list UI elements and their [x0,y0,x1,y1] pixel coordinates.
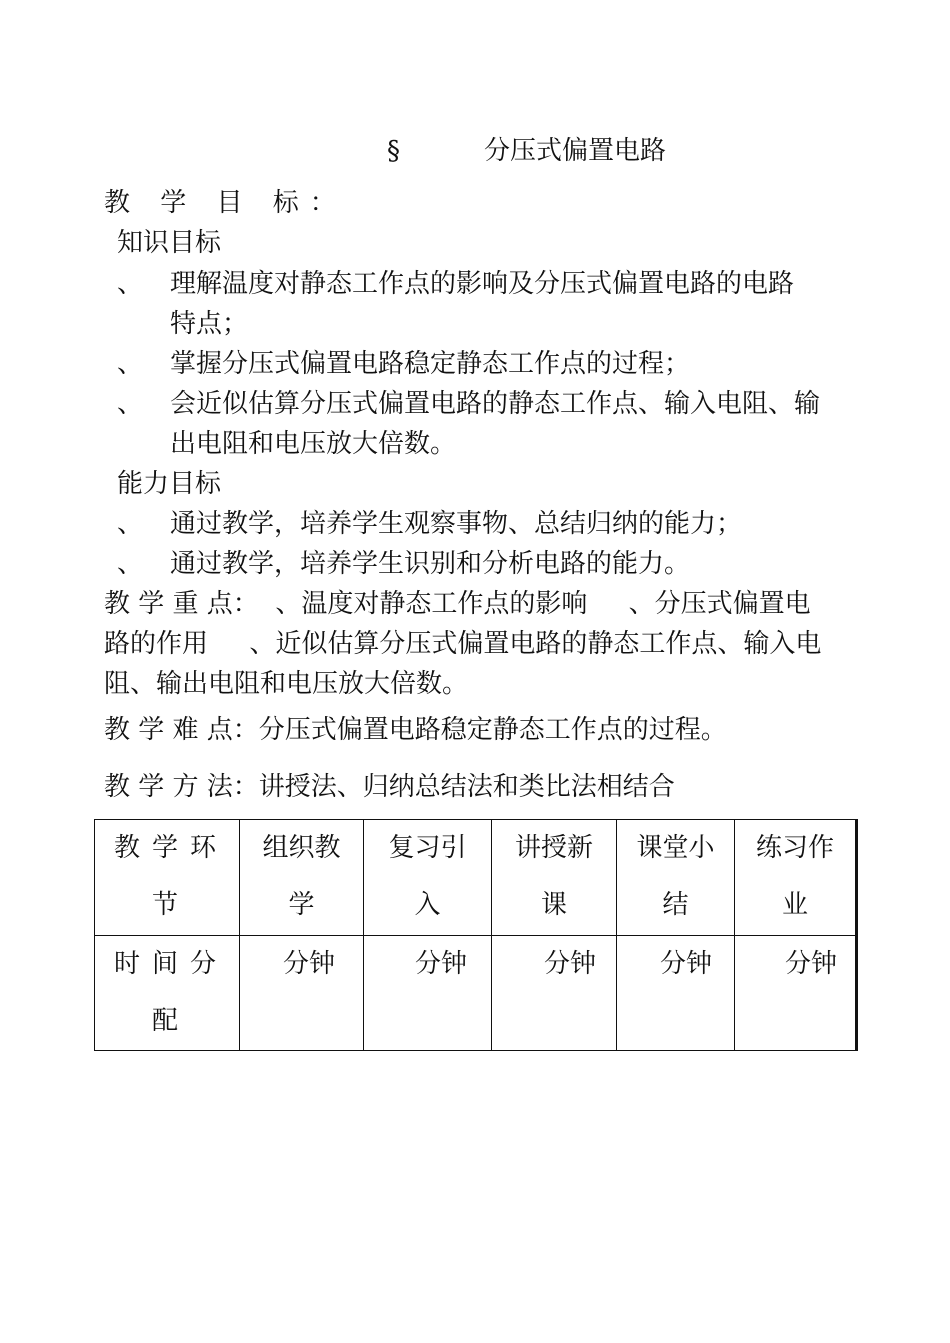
schedule-table [94,819,858,1051]
knowledge-item-3-line2: 出电阻和电压放大倍数。 [170,429,457,459]
ability-bullet-1: 、 [117,509,144,539]
ability-bullet-2: 、 [117,549,144,579]
header-review-line2: 入 [414,890,441,920]
method-line: 教 学 方 法：讲授法、归纳总结法和类比法相结合 [104,772,675,802]
time-cell-summary: 分钟 [617,936,735,1051]
knowledge-item-3-line1: 会近似估算分压式偏置电路的静态工作点、输入电阻、输 [170,389,821,419]
key-points-line2: 路的作用 、近似估算分压式偏置电路的静态工作点、输入电 [104,629,822,659]
key-points-line1: 教 学 重 点： 、温度对静态工作点的影响 、分压式偏置电 [104,589,811,619]
knowledge-bullet-3: 、 [117,389,144,419]
header-summary-line2: 结 [662,890,689,920]
header-new-lesson-line1: 讲授新 [514,833,593,863]
time-cell-homework: 分钟 [735,936,857,1051]
header-cell-homework [735,820,857,936]
header-cell-new-lesson [492,820,617,936]
section-mark: § [387,136,400,166]
header-cell-summary [617,820,735,936]
time-cell-organize: 分钟 [240,936,364,1051]
table-time-row [95,936,857,1051]
time-label-line1: 时间分 [113,949,228,979]
header-homework-line2: 业 [781,890,808,920]
time-cell-new-lesson: 分钟 [492,936,617,1051]
knowledge-item-1-line2: 特点； [170,309,249,339]
header-stage-line2: 节 [151,890,190,920]
header-organize-line2: 学 [288,890,315,920]
page-title [387,135,666,167]
header-cell-stage [95,820,240,936]
header-summary-line1: 课堂小 [636,833,715,863]
header-homework-line1: 练习作 [755,833,834,863]
header-cell-review [364,820,492,936]
knowledge-bullet-1: 、 [117,269,144,299]
key-points-line3: 阻、输出电阻和电压放大倍数。 [104,669,469,699]
knowledge-item-2: 掌握分压式偏置电路稳定静态工作点的过程； [170,349,691,379]
objectives-heading: 教 学 目 标： [104,188,347,218]
ability-item-2: 通过教学，培养学生识别和分析电路的能力。 [170,549,691,579]
header-cell-organize [240,820,364,936]
knowledge-bullet-2: 、 [117,349,144,379]
knowledge-item-1-line1: 理解温度对静态工作点的影响及分压式偏置电路的电路 [170,269,795,299]
difficulty-line: 教 学 难 点：分压式偏置电路稳定静态工作点的过程。 [104,715,727,745]
title-text: 分压式偏置电路 [484,136,667,166]
knowledge-heading: 知识目标 [117,228,222,258]
header-review-line1: 复习引 [388,833,467,863]
time-label-line2: 配 [151,1006,190,1036]
ability-item-1: 通过教学，培养学生观察事物、总结归纳的能力； [170,509,743,539]
time-cell-review: 分钟 [364,936,492,1051]
ability-heading: 能力目标 [117,469,222,499]
header-organize-line1: 组织教 [262,833,341,863]
table-header-row [95,820,857,936]
header-stage-line1: 教学环 [113,833,228,863]
time-label-cell [95,936,240,1051]
header-new-lesson-line2: 课 [540,890,567,920]
